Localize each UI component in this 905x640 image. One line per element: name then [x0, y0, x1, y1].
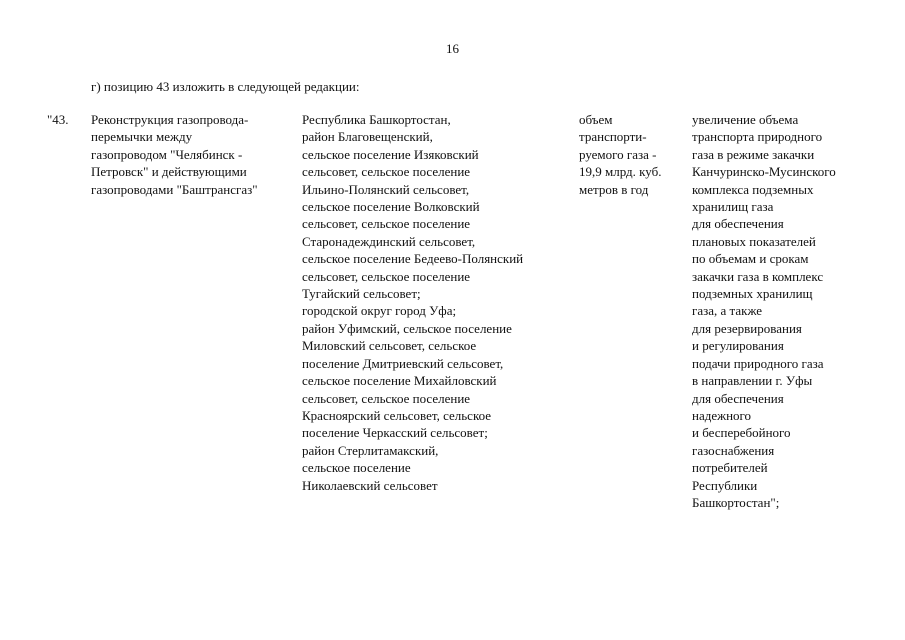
cell-line: газа, а также — [692, 303, 763, 319]
cell-line: Реконструкция газопровода- — [91, 112, 249, 127]
cell-line: сельское поселение Волковский — [302, 199, 480, 215]
cell-line: поселение Дмитриевский сельсовет, — [302, 355, 504, 371]
cell-line: транспорта природного — [692, 129, 823, 145]
cell-line: Николаевский сельсовет — [302, 477, 438, 493]
cell-line: поселение Черкасский сельсовет; — [302, 425, 488, 441]
cell-line: Старонадеждинский сельсовет, — [302, 233, 476, 249]
capacity-cell — [579, 111, 661, 198]
cell-line: перемычки между — [91, 129, 193, 145]
cell-line: потребителей — [692, 460, 768, 476]
cell-line: комплекса подземных — [692, 181, 814, 197]
cell-line: по объемам и срокам — [692, 251, 809, 267]
cell-line: сельское поселение Бедеево-Полянский — [302, 251, 524, 267]
cell-line: район Стерлитамакский, — [302, 442, 439, 458]
cell-line: газопроводами "Баштрансгаз" — [91, 181, 258, 197]
cell-line: газа в режиме закачки — [692, 146, 815, 162]
cell-line: руемого газа - — [579, 146, 657, 162]
cell-line: для обеспечения — [692, 390, 784, 406]
cell-line: и регулирования — [692, 338, 784, 354]
cell-line: район Уфимский, сельское поселение — [302, 320, 512, 336]
cell-line: подземных хранилищ — [692, 286, 813, 302]
cell-line: Канчуринско-Мусинского — [692, 164, 836, 180]
cell-line: Красноярский сельсовет, сельское — [302, 407, 492, 423]
cell-line: Миловский сельсовет, сельское — [302, 338, 477, 354]
cell-line: объем — [579, 112, 613, 127]
cell-line: газоснабжения — [692, 442, 775, 458]
purpose-cell — [692, 111, 836, 511]
cell-line: закачки газа в комплекс — [692, 268, 824, 284]
cell-line: сельсовет, сельское поселение — [302, 216, 471, 232]
cell-line: Тугайский сельсовет; — [302, 286, 421, 302]
cell-line: сельсовет, сельское поселение — [302, 164, 471, 180]
cell-line: для обеспечения — [692, 216, 784, 232]
position-number: "43. — [47, 112, 69, 127]
cell-line: сельское поселение — [302, 460, 411, 476]
cell-line: хранилищ газа — [692, 199, 774, 215]
cell-line: Республики — [692, 477, 758, 493]
cell-line: и бесперебойного — [692, 425, 791, 441]
page-number: 16 — [446, 41, 459, 56]
cell-line: в направлении г. Уфы — [692, 373, 813, 389]
amendment-instruction: г) позицию 43 изложить в следующей редакции: — [91, 79, 360, 94]
cell-line: Башкортостан"; — [692, 494, 780, 510]
cell-line: 19,9 млрд. куб. — [579, 164, 662, 180]
cell-line: надежного — [692, 407, 752, 423]
cell-line: Петровск" и действующими — [91, 164, 247, 180]
cell-line: транспорти- — [579, 129, 647, 145]
cell-line: район Благовещенский, — [302, 129, 433, 145]
cell-line: сельское поселение Изяковский — [302, 146, 479, 162]
cell-line: сельское поселение Михайловский — [302, 373, 497, 389]
cell-line: для резервирования — [692, 320, 802, 336]
cell-line: сельсовет, сельское поселение — [302, 390, 471, 406]
cell-line: Ильино-Полянский сельсовет, — [302, 181, 470, 197]
cell-line: увеличение объема — [692, 112, 799, 127]
cell-line: Республика Башкортостан, — [302, 112, 451, 127]
cell-line: городской округ город Уфа; — [302, 303, 457, 319]
cell-line: метров в год — [579, 181, 649, 197]
cell-line: газопроводом "Челябинск - — [91, 146, 243, 162]
cell-line: плановых показателей — [692, 233, 816, 249]
cell-line: подачи природного газа — [692, 355, 824, 371]
location-cell — [302, 111, 523, 494]
cell-line: сельсовет, сельское поселение — [302, 268, 471, 284]
object-name-cell — [91, 111, 258, 198]
